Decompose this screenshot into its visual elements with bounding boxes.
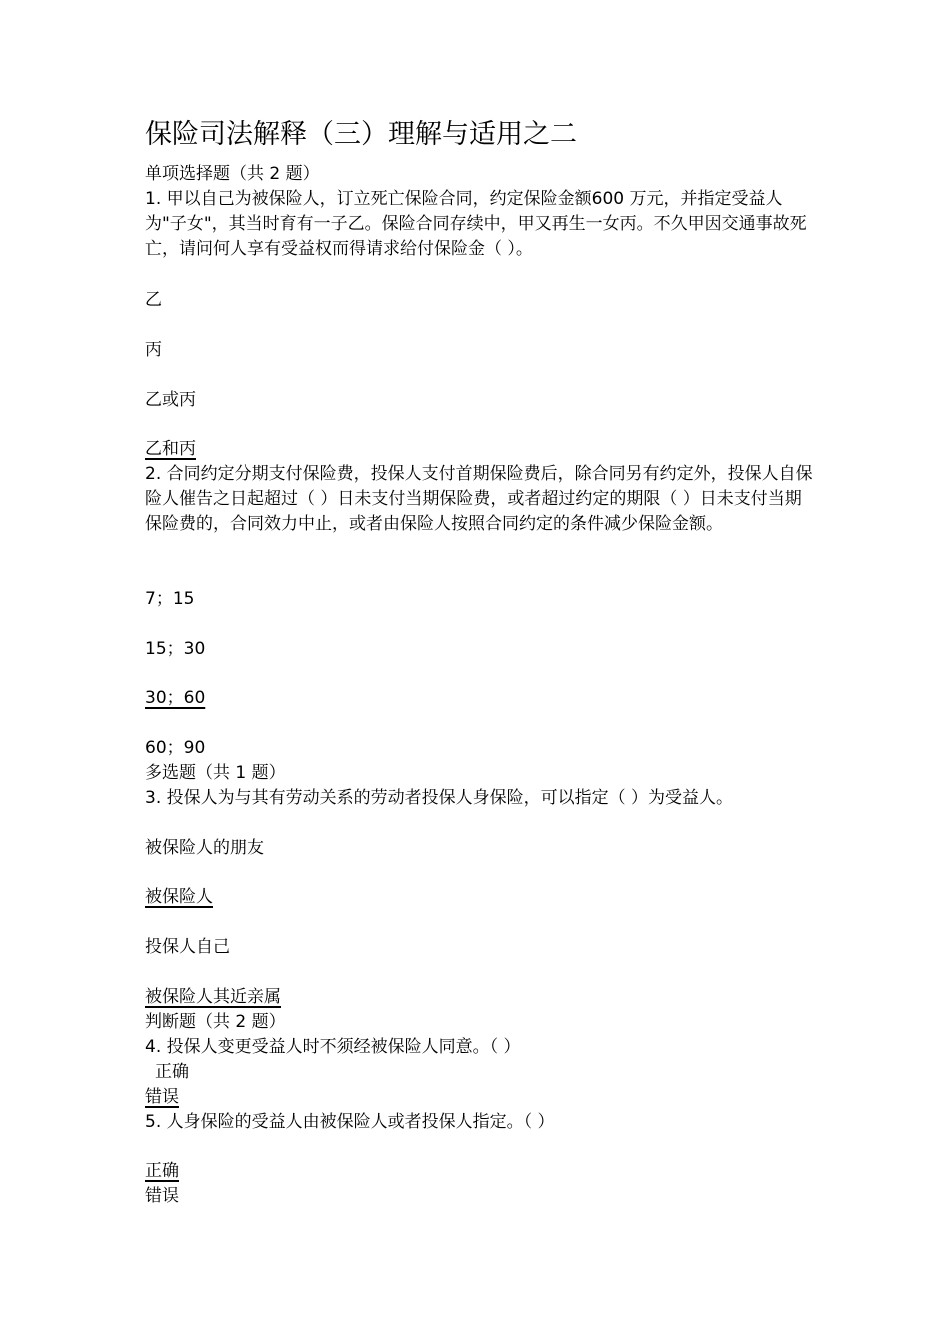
question-3-option-d-marked: 被保险人其近亲属 [145, 987, 281, 1007]
section-heading-true-false: 判断题（共 2 题） [145, 1012, 286, 1032]
question-4-option-true: 正确 [155, 1062, 189, 1082]
question-1-option-a: 乙 [145, 290, 162, 310]
question-2-option-a: 7；15 [145, 589, 195, 609]
question-2-option-c-marked: 30；60 [145, 688, 206, 708]
question-3-stem: 3. 投保人为与其有劳动关系的劳动者投保人身保险，可以指定（ ）为受益人。 [145, 788, 734, 808]
question-5-stem: 5. 人身保险的受益人由被保险人或者投保人指定。（ ） [145, 1112, 555, 1132]
question-1-option-c: 乙或丙 [145, 390, 196, 410]
document-title: 保险司法解释（三）理解与适用之二 [145, 119, 577, 150]
question-5-option-true-marked: 正确 [145, 1161, 179, 1181]
question-1-option-b: 丙 [145, 340, 162, 360]
question-1-stem: 1. 甲以自己为被保险人，订立死亡保险合同，约定保险金额600 万元，并指定受益人为"子女"，其当时育有一子乙。保险合同存续中，甲又再生一女丙。不久甲因交通事故死亡，请问何人享有受益权而得请求给付保险金（ ）。 [145, 189, 807, 259]
section-heading-single-choice: 单项选择题（共 2 题） [145, 164, 320, 184]
question-1-option-d-marked: 乙和丙 [145, 439, 196, 459]
section-heading-multi-choice: 多选题（共 1 题） [145, 763, 286, 783]
question-2-option-d: 60；90 [145, 738, 206, 758]
question-2-stem: 2. 合同约定分期支付保险费，投保人支付首期保险费后，除合同另有约定外，投保人自保险人催告之日起超过（ ）日未支付当期保险费，或者超过约定的期限（ ）日未支付当期保险费的，合同效力中止，或者由保险人按照合同约定的条件减少保险金额。 [145, 464, 813, 534]
question-5-option-false: 错误 [145, 1186, 179, 1206]
question-2-option-b: 15；30 [145, 639, 206, 659]
question-4-stem: 4. 投保人变更受益人时不须经被保险人同意。（ ） [145, 1037, 521, 1057]
question-3-option-b-marked: 被保险人 [145, 887, 213, 907]
question-3-option-c: 投保人自己 [145, 937, 230, 957]
question-3-option-a: 被保险人的朋友 [145, 838, 264, 858]
question-4-option-false-marked: 错误 [145, 1087, 179, 1107]
